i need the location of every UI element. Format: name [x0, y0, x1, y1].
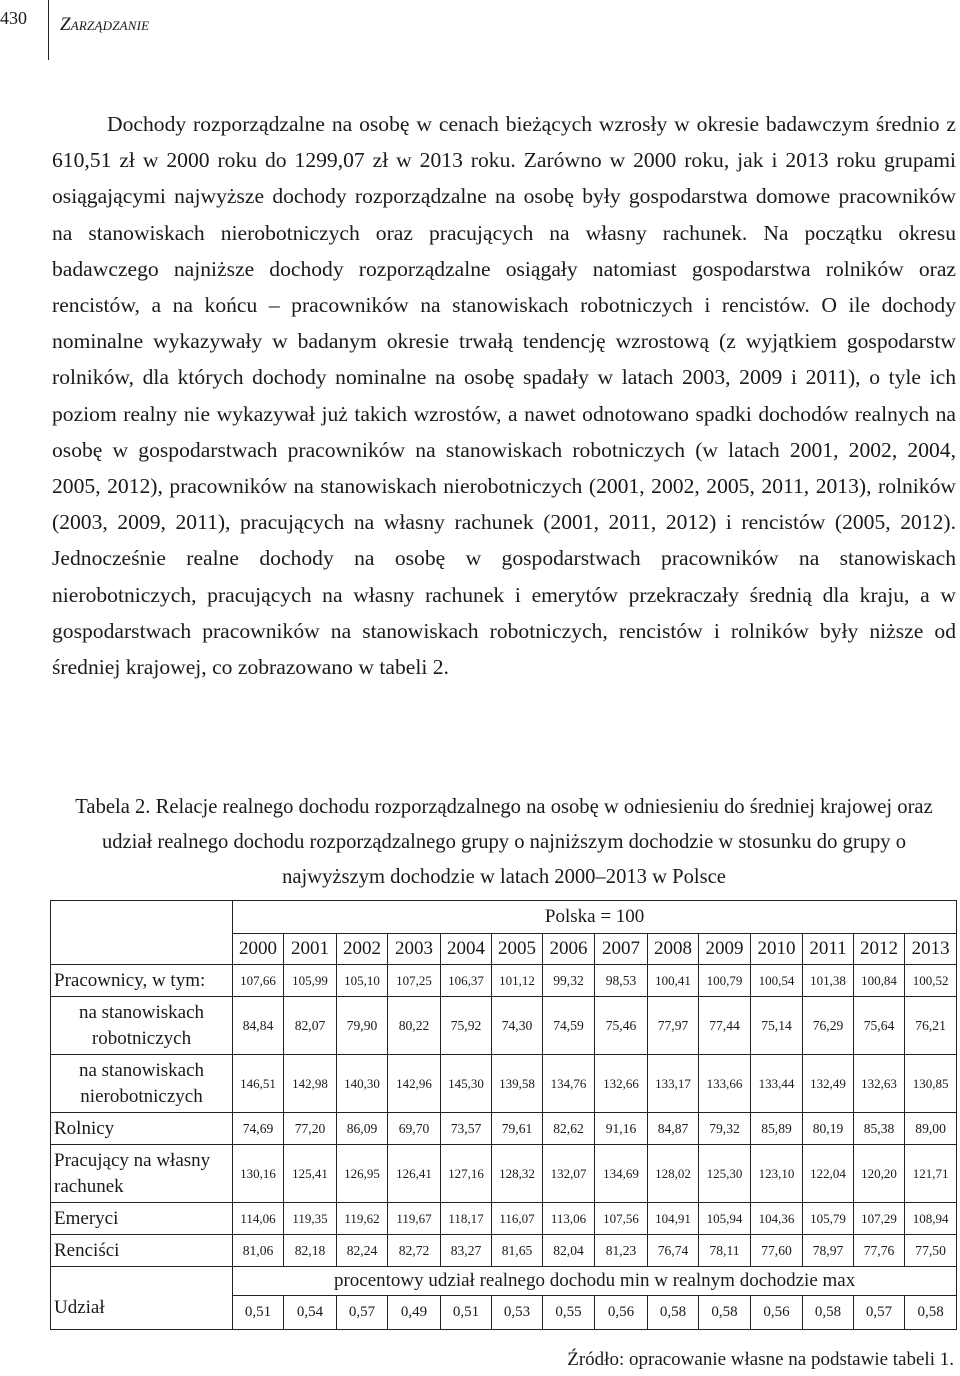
table-cell: 79,90 [337, 997, 388, 1055]
share-cell: 0,55 [543, 1296, 595, 1330]
table-cell: 116,07 [492, 1203, 543, 1235]
table-cell: 128,02 [648, 1145, 699, 1203]
table-cell: 76,74 [648, 1235, 699, 1267]
table-cell: 79,61 [492, 1113, 543, 1145]
table-cell: 82,07 [284, 997, 337, 1055]
table-cell: 108,94 [905, 1203, 957, 1235]
table-cell: 133,17 [648, 1055, 699, 1113]
paragraph: Dochody rozporządzalne na osobę w cenach bieżących wzrosły w okresie badawczym średnio z 610,51 zł w 2000 roku do 1299,07 zł w 2013 roku. Zarówno w 2000 roku, jak i 2013 roku grupami osiągającymi najwyższe dochody rozporządzalne na osobę były gospodarstwa domowe pracowników na stanowiskach nierobotniczych oraz pracujących na własny rachunek. Na początku okresu badawczego najniższe dochody rozporządzalne osiągały natomiast gospodarstwa rolników oraz rencistów, a na końcu – pracowników na stanowiskach robotniczych i rencistów. O ile dochody nominalne wykazywały w badanym okresie trwałą tendencję wzrostową (z wyjątkiem gospodarstw rolników, dla których dochody nominalne na osobę spadały w latach 2003, 2009 i 2011), o tyle ich poziom realny nie wykazywał już takich wzrostów, a nawet odnotowano spadki dochodów realnych na osobę w gospodarstwach pracowników na stanowiskach robotniczych (w latach 2001, 2002, 2004, 2005, 2012), pracowników na stanowiskach nierobotniczych (2001, 2002, 2005, 2011, 2013), rolników (2003, 2009, 2011), pracujących na własny rachunek (2001, 2011, 2012) i rencistów (2005, 2012). Jednocześnie realne dochody na osobę w gospodarstwach pracowników na stanowiskach nierobotniczych, pracujących na własny rachunek i emerytów przekraczały średnią dla kraju, a w gospodarstwach pracowników na stanowiskach robotniczych, rencistów i rolników były niższe od średniej krajowej, co zobrazowano w tabeli 2. [52, 112, 956, 680]
table-cell: 82,18 [284, 1235, 337, 1267]
share-cell: 0,58 [905, 1296, 957, 1330]
table-cell: 105,99 [284, 965, 337, 997]
table-cell: 74,69 [233, 1113, 284, 1145]
page-header [0, 0, 960, 60]
table-cell: 77,97 [648, 997, 699, 1055]
table-cell: 81,65 [492, 1235, 543, 1267]
table-cell: 104,36 [751, 1203, 803, 1235]
table-cell: 105,10 [337, 965, 388, 997]
table-cell: 119,35 [284, 1203, 337, 1235]
row-label: na stanowiskach robotniczych [51, 997, 233, 1055]
table-group-header: Polska = 100 [233, 901, 957, 934]
table-cell: 132,66 [595, 1055, 648, 1113]
table-cell: 74,30 [492, 997, 543, 1055]
table-caption: Tabela 2. Relacje realnego dochodu rozporządzalnego na osobę w odniesieniu do średniej krajowej oraz udział realnego dochodu rozporządzalnego grupy o najniższym dochodzie w stosunku do grupy o najwyższym dochodzie w latach 2000–2013 w Polsce [75, 796, 933, 888]
table-cell: 100,41 [648, 965, 699, 997]
table-cell: 132,49 [803, 1055, 854, 1113]
year-header: 2000 [233, 934, 284, 965]
table-cell: 125,41 [284, 1145, 337, 1203]
table-cell: 107,66 [233, 965, 284, 997]
table-cell: 140,30 [337, 1055, 388, 1113]
table-row [51, 1235, 957, 1267]
table-cell: 113,06 [543, 1203, 595, 1235]
share-header: procentowy udział realnego dochodu min w realnym dochodzie max [233, 1267, 957, 1296]
table-cell: 101,38 [803, 965, 854, 997]
share-cell: 0,56 [751, 1296, 803, 1330]
row-label: Pracownicy, w tym: [51, 965, 233, 997]
table-source: Źródło: opracowanie własne na podstawie tabeli 1. [567, 1349, 954, 1370]
table-cell: 100,52 [905, 965, 957, 997]
table-cell: 132,63 [854, 1055, 905, 1113]
table-cell: 75,64 [854, 997, 905, 1055]
table-cell: 134,69 [595, 1145, 648, 1203]
share-header-spacer: Udział [51, 1267, 233, 1330]
year-header: 2002 [337, 934, 388, 965]
table-cell: 130,85 [905, 1055, 957, 1113]
share-cell: 0,49 [388, 1296, 441, 1330]
table-cell: 134,76 [543, 1055, 595, 1113]
table-cell: 104,91 [648, 1203, 699, 1235]
table-cell: 105,94 [699, 1203, 751, 1235]
table-cell: 133,44 [751, 1055, 803, 1113]
share-cell: 0,51 [233, 1296, 284, 1330]
table-cell: 84,87 [648, 1113, 699, 1145]
table-cell: 85,38 [854, 1113, 905, 1145]
table-cell: 73,57 [441, 1113, 492, 1145]
table-cell: 142,96 [388, 1055, 441, 1113]
table-cell: 76,21 [905, 997, 957, 1055]
share-cell: 0,54 [284, 1296, 337, 1330]
year-header: 2006 [543, 934, 595, 965]
row-label: Renciści [51, 1235, 233, 1267]
share-cell: 0,58 [648, 1296, 699, 1330]
table-cell: 77,76 [854, 1235, 905, 1267]
table-cell: 77,20 [284, 1113, 337, 1145]
table-cell: 146,51 [233, 1055, 284, 1113]
year-header: 2013 [905, 934, 957, 965]
table-cell: 79,32 [699, 1113, 751, 1145]
year-header: 2007 [595, 934, 648, 965]
share-header-row [51, 1267, 957, 1296]
table-cell: 119,67 [388, 1203, 441, 1235]
table-cell: 126,95 [337, 1145, 388, 1203]
table-cell: 77,50 [905, 1235, 957, 1267]
table-cell: 106,37 [441, 965, 492, 997]
table-row [51, 1055, 957, 1113]
year-header: 2001 [284, 934, 337, 965]
table-cell: 122,04 [803, 1145, 854, 1203]
income-table [50, 900, 957, 1330]
table-cell: 107,25 [388, 965, 441, 997]
table-cell: 119,62 [337, 1203, 388, 1235]
table-cell: 100,79 [699, 965, 751, 997]
table-cell: 91,16 [595, 1113, 648, 1145]
row-label: Rolnicy [51, 1113, 233, 1145]
table-cell: 133,66 [699, 1055, 751, 1113]
table-cell: 78,11 [699, 1235, 751, 1267]
table-cell: 126,41 [388, 1145, 441, 1203]
table-cell: 101,12 [492, 965, 543, 997]
table-cell: 75,46 [595, 997, 648, 1055]
header-divider [48, 0, 49, 60]
table-cell: 118,17 [441, 1203, 492, 1235]
table-cell: 77,44 [699, 997, 751, 1055]
table-cell: 127,16 [441, 1145, 492, 1203]
table-cell: 114,06 [233, 1203, 284, 1235]
table-body [51, 965, 957, 1330]
table-cell: 77,60 [751, 1235, 803, 1267]
table-row [51, 965, 957, 997]
table-cell: 125,30 [699, 1145, 751, 1203]
year-header: 2012 [854, 934, 905, 965]
table-cell: 84,84 [233, 997, 284, 1055]
table-cell: 100,54 [751, 965, 803, 997]
year-header: 2005 [492, 934, 543, 965]
body-text [52, 106, 956, 685]
table-cell: 82,04 [543, 1235, 595, 1267]
table-group-header-row [51, 901, 957, 934]
table-cell: 132,07 [543, 1145, 595, 1203]
year-header: 2004 [441, 934, 492, 965]
table-cell: 74,59 [543, 997, 595, 1055]
table-cell: 130,16 [233, 1145, 284, 1203]
table-cell: 75,14 [751, 997, 803, 1055]
table-cell: 76,29 [803, 997, 854, 1055]
table-cell: 80,19 [803, 1113, 854, 1145]
running-title: Zarządzanie [60, 14, 150, 35]
page-number: 430 [0, 8, 27, 28]
share-cell: 0,57 [854, 1296, 905, 1330]
share-cell: 0,53 [492, 1296, 543, 1330]
table-cell: 83,27 [441, 1235, 492, 1267]
table-cell: 89,00 [905, 1113, 957, 1145]
table-cell: 139,58 [492, 1055, 543, 1113]
table-row [51, 1113, 957, 1145]
table-cell: 123,10 [751, 1145, 803, 1203]
table-cell: 105,79 [803, 1203, 854, 1235]
table-row [51, 1145, 957, 1203]
year-header: 2003 [388, 934, 441, 965]
table-row [51, 1203, 957, 1235]
table-cell: 82,24 [337, 1235, 388, 1267]
year-header: 2011 [803, 934, 854, 965]
share-cell: 0,51 [441, 1296, 492, 1330]
table-cell: 85,89 [751, 1113, 803, 1145]
table-cell: 99,32 [543, 965, 595, 997]
share-cell: 0,58 [803, 1296, 854, 1330]
table-row [51, 997, 957, 1055]
table-cell: 145,30 [441, 1055, 492, 1113]
year-header: 2008 [648, 934, 699, 965]
row-label: Pracujący na własny rachunek [51, 1145, 233, 1203]
table-cell: 69,70 [388, 1113, 441, 1145]
table-cell: 75,92 [441, 997, 492, 1055]
table-cell: 142,98 [284, 1055, 337, 1113]
table-cell: 107,29 [854, 1203, 905, 1235]
share-cell: 0,57 [337, 1296, 388, 1330]
table-cell: 120,20 [854, 1145, 905, 1203]
table-cell: 82,62 [543, 1113, 595, 1145]
year-header: 2009 [699, 934, 751, 965]
row-label: na stanowiskach nierobotniczych [51, 1055, 233, 1113]
share-cell: 0,58 [699, 1296, 751, 1330]
table-cell: 128,32 [492, 1145, 543, 1203]
table-cell: 107,56 [595, 1203, 648, 1235]
table-cell: 86,09 [337, 1113, 388, 1145]
table-cell: 81,23 [595, 1235, 648, 1267]
table-cell: 98,53 [595, 965, 648, 997]
year-header: 2010 [751, 934, 803, 965]
table-cell: 78,97 [803, 1235, 854, 1267]
table-cell: 82,72 [388, 1235, 441, 1267]
row-label: Emeryci [51, 1203, 233, 1235]
share-cell: 0,56 [595, 1296, 648, 1330]
table-cell: 121,71 [905, 1145, 957, 1203]
table-corner-cell [51, 901, 233, 965]
table-cell: 80,22 [388, 997, 441, 1055]
table-cell: 81,06 [233, 1235, 284, 1267]
table-cell: 100,84 [854, 965, 905, 997]
